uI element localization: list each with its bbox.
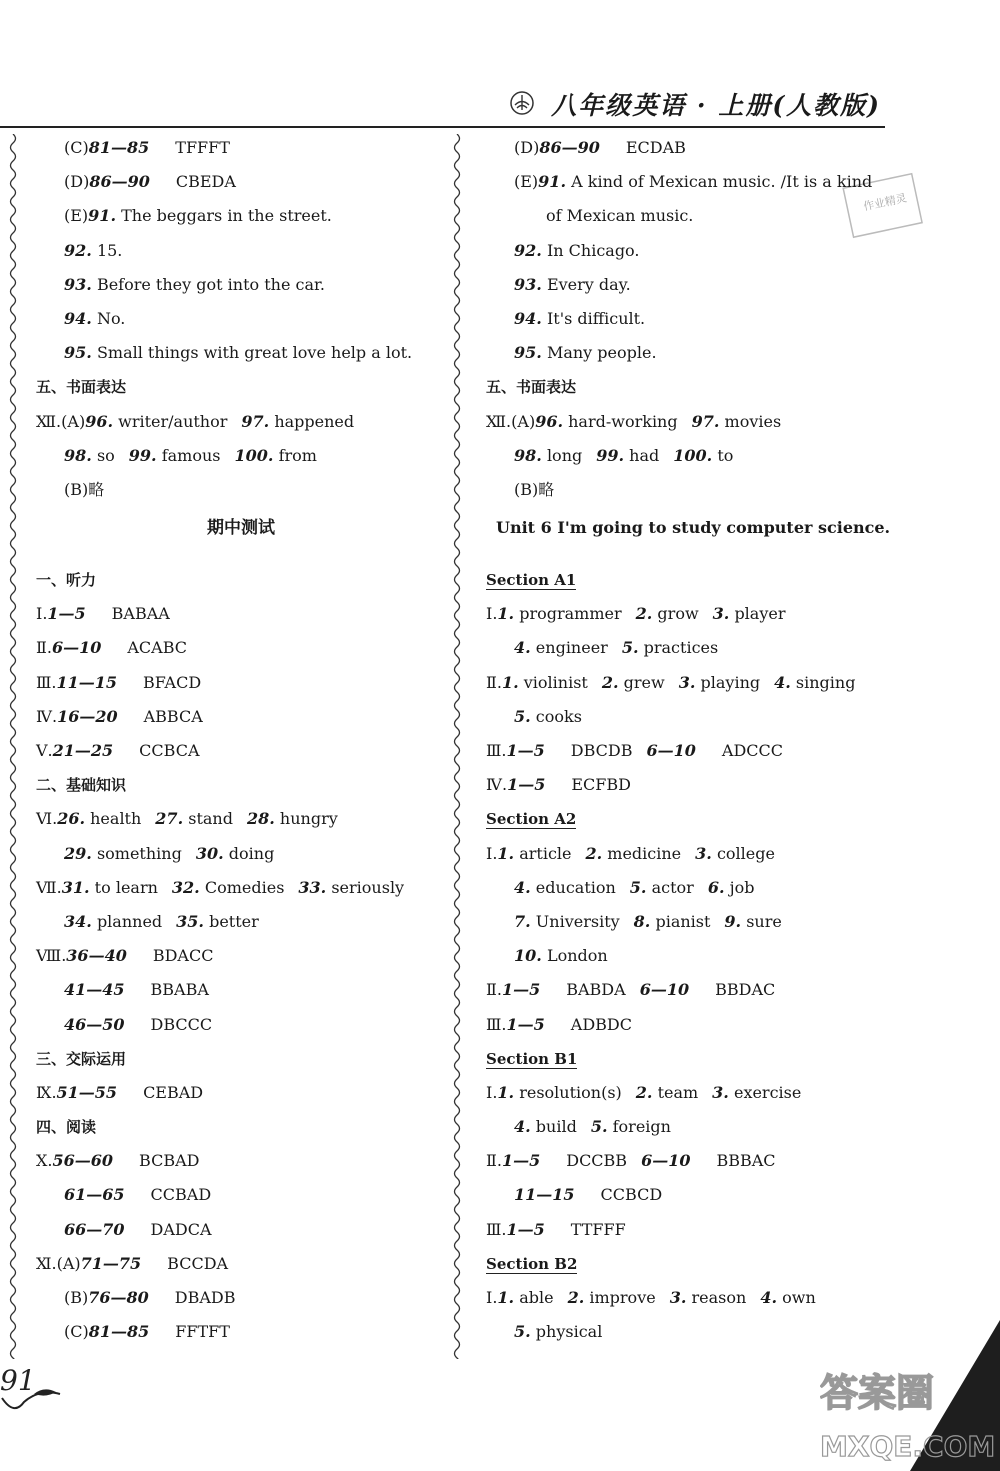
answer-line: 95. Small things with great love help a lot. — [64, 343, 413, 363]
answer-line: Ⅴ.21—25 CCBCA — [36, 741, 200, 760]
answer-line: Ⅳ.16—20 ABBCA — [36, 706, 203, 726]
answer-line: (E)91. The beggars in the street. — [64, 206, 332, 226]
answer-line: 34. planned 35. better — [64, 911, 259, 931]
answer-line: Ⅹ.56—60 BCBAD — [36, 1151, 200, 1171]
answer-line: 94. No. — [64, 308, 126, 328]
answer-line: Ⅶ.31. to learn 32. Comedies 33. seriously — [36, 877, 405, 897]
answer-line: 29. something 30. doing — [64, 843, 275, 863]
section-heading: Section B2 — [486, 1254, 578, 1273]
midterm-title: 期中测试 — [207, 518, 275, 539]
answer-line: 4. build 5. foreign — [514, 1117, 671, 1137]
answer-line: (B)略 — [514, 479, 555, 499]
answer-line: (B)略 — [64, 479, 105, 499]
answer-line: Ⅲ.1—5 TTFFF — [486, 1219, 626, 1239]
section-heading: 一、听力 — [36, 571, 97, 590]
answer-line: Ⅰ.1—5 BABAA — [36, 604, 170, 624]
answer-line: Ⅳ.1—5 ECFBD — [486, 775, 631, 795]
answer-line: 95. Many people. — [514, 343, 657, 363]
page-number: 91 — [0, 1364, 36, 1397]
stamp-text: 作业精灵 — [862, 191, 908, 214]
answer-line: 98. long 99. had 100. to — [514, 445, 734, 465]
answer-line: Ⅷ.36—40 BDACC — [36, 946, 214, 966]
right-column — [486, 136, 896, 1354]
answer-line: (E)91. A kind of Mexican music. /It is a kind — [514, 172, 873, 192]
watermark-text-cn: 答案圈 — [820, 1371, 935, 1415]
answer-line: (D)86—90 CBEDA — [64, 172, 236, 192]
section-heading: 四、阅读 — [36, 1118, 97, 1137]
answer-line: 5. physical — [514, 1322, 603, 1342]
section-heading: 五、书面表达 — [486, 378, 577, 397]
answer-line: Ⅺ.(A)71—75 BCCDA — [36, 1253, 229, 1273]
answer-line: (C)81—85 TFFFT — [64, 138, 230, 157]
section-heading: Section A2 — [486, 810, 577, 829]
answer-line: 7. University 8. pianist 9. sure — [514, 911, 782, 931]
left-column — [36, 136, 446, 1354]
header-rule — [0, 126, 885, 128]
answer-line: 41—45 BBABA — [64, 980, 209, 1000]
answer-line: 98. so 99. famous 100. from — [64, 445, 317, 465]
answer-line: Ⅸ.51—55 CEBAD — [36, 1082, 204, 1102]
answer-line: 5. cooks — [514, 706, 582, 726]
section-heading: Section A1 — [486, 571, 577, 590]
site-watermark — [820, 1320, 1000, 1471]
answer-line: of Mexican music. — [546, 206, 694, 226]
page-number-mark — [0, 1358, 70, 1418]
answer-line: 92. 15. — [64, 240, 123, 260]
answer-line: 93. Before they got into the car. — [64, 274, 325, 294]
answer-line: Ⅲ.1—5 ADBDC — [486, 1014, 632, 1034]
answer-line: Ⅲ.11—15 BFACD — [36, 672, 202, 692]
page-header — [0, 72, 885, 128]
answer-line: 94. It's difficult. — [514, 308, 646, 328]
answer-line: (C)81—85 FFTFT — [64, 1322, 230, 1342]
answer-line: Ⅰ.1. article 2. medicine 3. college — [486, 843, 775, 863]
answer-line: 4. engineer 5. practices — [514, 638, 719, 658]
answer-line: Ⅱ.1. violinist 2. grew 3. playing 4. singing — [486, 672, 856, 692]
unit-title: Unit 6 I'm going to study computer science. — [496, 518, 891, 538]
book-emblem-icon — [509, 90, 535, 116]
answer-line: (B)76—80 DBADB — [64, 1288, 236, 1307]
answer-line: Ⅻ.(A)96. hard-working 97. movies — [486, 411, 782, 431]
section-heading: Section B1 — [486, 1049, 578, 1068]
answer-line: Ⅱ.1—5 DCCBB 6—10 BBBAC — [486, 1151, 776, 1171]
book-title: 八年级英语 · 上册(人教版) — [551, 91, 881, 120]
answer-line: 46—50 DBCCC — [64, 1014, 213, 1034]
answer-line: Ⅰ.1. resolution(s) 2. team 3. exercise — [486, 1082, 802, 1102]
left-wavy-border — [6, 134, 20, 1359]
answer-line: 4. education 5. actor 6. job — [514, 877, 755, 897]
answer-line: 11—15 CCBCD — [514, 1185, 663, 1205]
watermark-text: MXQE.COM — [820, 1430, 996, 1463]
answer-line: 10. London — [514, 946, 608, 966]
answer-line: (D)86—90 ECDAB — [514, 138, 686, 157]
answer-line: Ⅰ.1. programmer 2. grow 3. player — [486, 604, 786, 624]
section-heading: 五、书面表达 — [36, 378, 127, 397]
answer-line: 61—65 CCBAD — [64, 1185, 212, 1205]
answer-line: Ⅲ.1—5 DBCDB 6—10 ADCCC — [486, 741, 784, 760]
answer-line: Ⅵ.26. health 27. stand 28. hungry — [36, 809, 338, 829]
section-heading: 三、交际运用 — [36, 1049, 127, 1068]
answer-line: 66—70 DADCA — [64, 1219, 212, 1239]
answer-line: 93. Every day. — [514, 274, 631, 294]
answer-line: Ⅻ.(A)96. writer/author 97. happened — [36, 411, 355, 431]
answer-line: 92. In Chicago. — [514, 240, 640, 260]
answer-line: Ⅱ.1—5 BABDA 6—10 BBDAC — [486, 980, 776, 1000]
column-divider — [446, 134, 468, 1359]
section-heading: 二、基础知识 — [36, 776, 127, 795]
answer-line: Ⅰ.1. able 2. improve 3. reason 4. own — [486, 1288, 816, 1307]
answer-line: Ⅱ.6—10 ACABC — [36, 638, 188, 658]
